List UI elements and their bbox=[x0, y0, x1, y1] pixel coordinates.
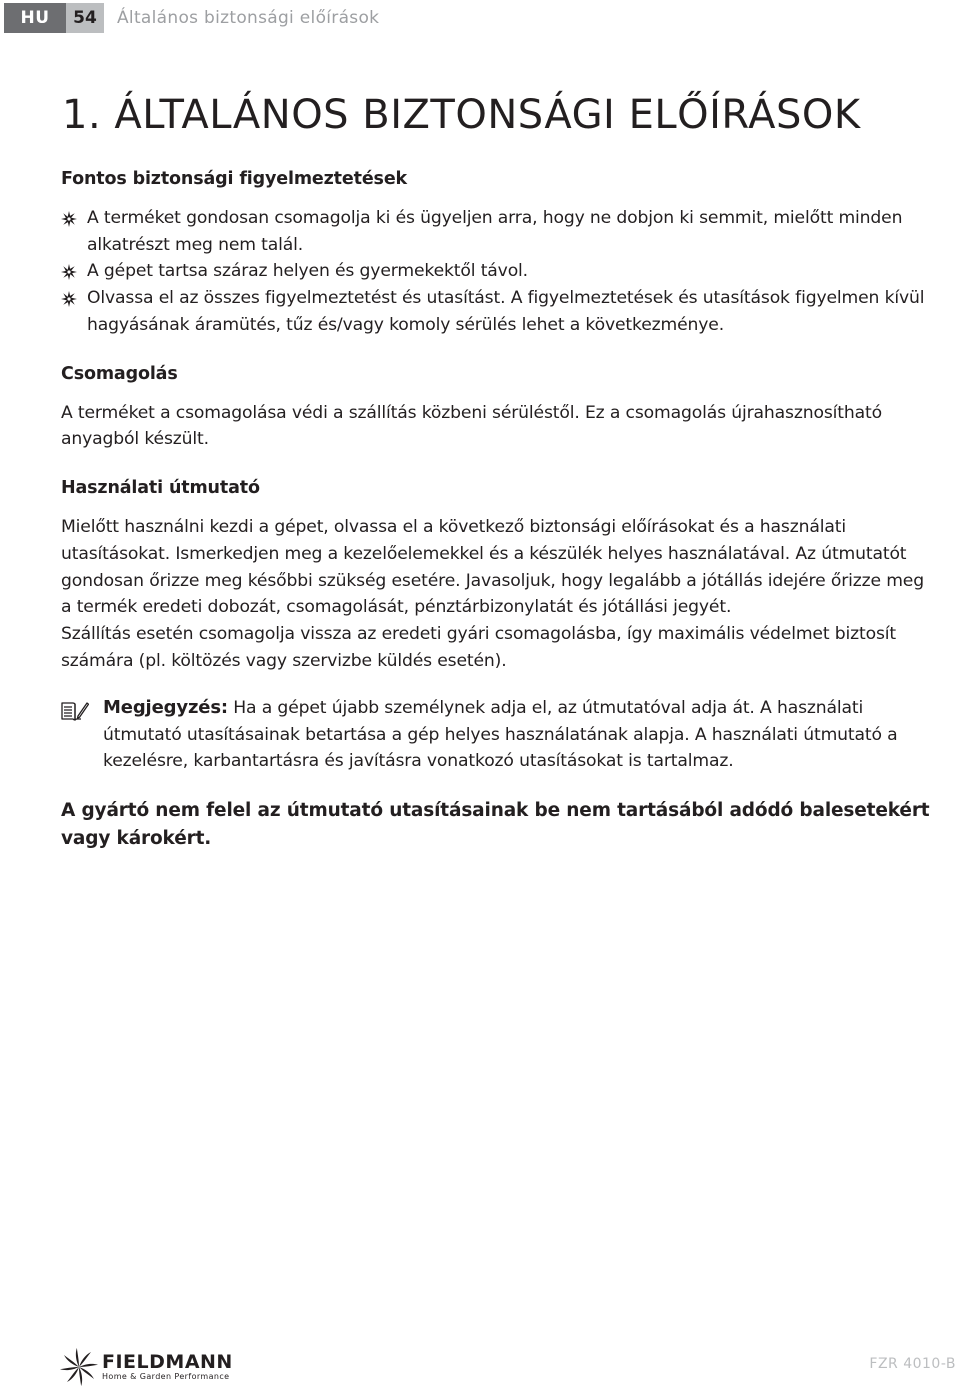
safety-list bbox=[61, 205, 933, 339]
page-header bbox=[4, 3, 379, 33]
manual-paragraph-2: Szállítás esetén csomagolja vissza az eredeti gyári csomagolásba, így maximális védelmet biztosít számára (pl. költözés vagy szervizbe küldés esetén). bbox=[61, 624, 896, 671]
brand-tagline: Home & Garden Performance bbox=[102, 1372, 230, 1381]
note-block bbox=[61, 695, 933, 775]
manual-heading: Használati útmutató bbox=[61, 478, 260, 499]
packaging-heading: Csomagolás bbox=[61, 363, 178, 384]
flower-bullet-icon bbox=[61, 291, 77, 307]
note-label: Megjegyzés: bbox=[103, 696, 228, 718]
header-section-title: Általános biztonsági előírások bbox=[117, 8, 380, 28]
note-text: Ha a gépet újabb személynek adja el, az útmutatóval adja át. A használati útmutató utasításainak betartása a gép helyes használatának alapja. A használati útmutató a kezelésre, karbantartásra és javításra vonatkozó utasításokat is tartalmaz. bbox=[103, 697, 898, 772]
packaging-text: A terméket a csomagolása védi a szállítás közbeni sérüléstől. Ez a csomagolás újrahasznosítható anyagból készült. bbox=[61, 402, 882, 450]
brand-name: FIELDMANN bbox=[102, 1351, 233, 1373]
list-item: Olvassa el az összes figyelmeztetést és utasítást. A figyelmeztetések és utasítások figyelmen kívül hagyásának áramütés, tűz és/vagy komoly sérülés lehet a következménye. bbox=[61, 285, 933, 339]
safety-heading: Fontos biztonsági figyelmeztetések bbox=[61, 169, 408, 189]
list-item: A terméket gondosan csomagolja ki és ügyeljen arra, hogy ne dobjon ki semmit, mielőtt minden alkatrészt meg nem talál. bbox=[61, 205, 933, 259]
disclaimer: A gyártó nem felel az útmutató utasításainak be nem tartásából adódó balesetekért vagy károkért. bbox=[61, 800, 930, 849]
flower-bullet-icon bbox=[61, 264, 77, 280]
fieldmann-logo-icon bbox=[60, 1348, 98, 1386]
manual-paragraph-1: Mielőtt használni kezdi a gépet, olvassa el a következő biztonsági előírásokat és a használati utasításokat. Ismerkedjen meg a kezelőelemekkel és a készülék helyes használatával. Az útmutatót gondosan őrizze meg későbbi szükség esetére. Javasoljuk, hogy legalább a jótállás idejére őrizze meg a termék eredeti dobozát, csomagolását, pénztárbizonylatát és jótállási jegyét. bbox=[61, 516, 924, 618]
brand-logo bbox=[60, 1348, 233, 1386]
page-number: 54 bbox=[66, 3, 104, 33]
open-book-pencil-icon bbox=[61, 699, 89, 721]
page-title: 1. ÁLTALÁNOS BIZTONSÁGI ELŐÍRÁSOK bbox=[62, 92, 861, 138]
list-item: A gépet tartsa száraz helyen és gyermekektől távol. bbox=[61, 258, 933, 285]
language-badge: HU bbox=[4, 3, 66, 33]
main-content bbox=[61, 166, 933, 852]
flower-bullet-icon bbox=[61, 211, 77, 227]
model-number: FZR 4010-B bbox=[869, 1356, 956, 1372]
